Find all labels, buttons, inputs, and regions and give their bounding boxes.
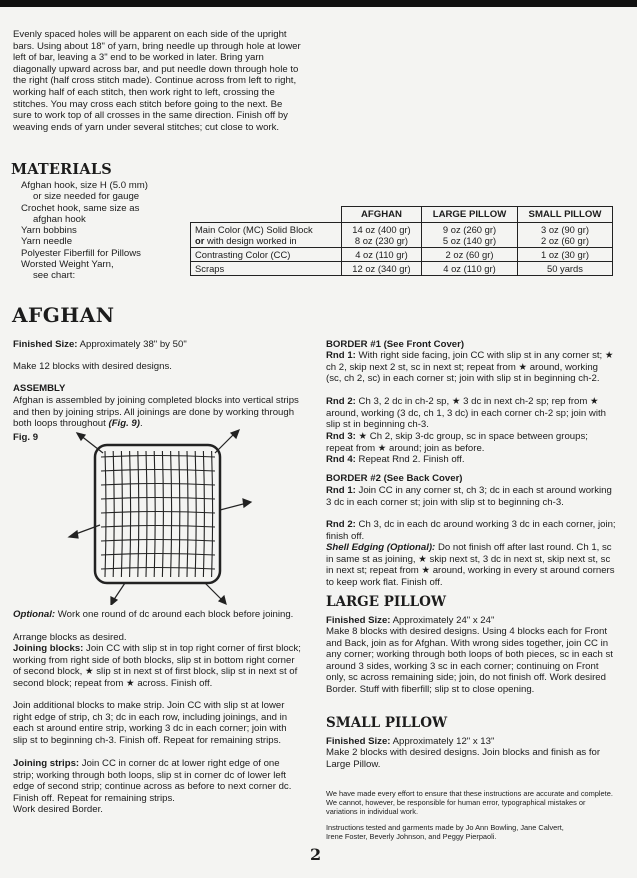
- stitch-rows: [101, 451, 215, 577]
- cell-main-afghan: [341, 223, 421, 248]
- stitch-column-line: [179, 451, 180, 577]
- cell-value: 3 oz (90 gr): [541, 224, 589, 235]
- rnd-text: Ch 3, dc in each dc around working 3 dc in each corner, join; finish off.: [326, 519, 616, 542]
- border1-rnd3: [326, 431, 616, 454]
- stitch-column-line: [212, 451, 213, 577]
- materials-item: afghan hook: [33, 213, 86, 225]
- cell-value: 5 oz (140 gr): [442, 235, 497, 246]
- credits: Instructions tested and garments made by Jo Ann Bowling, Jane Calvert, Irene Foster, Beverly Johnson, and Peggy Pierpaoli.: [326, 823, 564, 841]
- stitch-column-line: [121, 451, 122, 577]
- col-header-afghan: AFGHAN: [341, 207, 421, 223]
- col-header-large-pillow: LARGE PILLOW: [422, 207, 518, 223]
- stitch-column-line: [146, 451, 147, 577]
- stitch-row-line: [101, 526, 215, 528]
- afghan-title: AFGHAN: [12, 303, 115, 327]
- rnd-text: ★ Ch 2, skip 3-dc group, sc in space between groups; repeat from ★ around; join as before.: [326, 431, 588, 454]
- rnd-label: Rnd 1:: [326, 350, 356, 361]
- table-row: [191, 248, 613, 262]
- materials-item: Polyester Fiberfill for Pillows: [21, 247, 141, 259]
- materials-item: Worsted Weight Yarn,: [21, 259, 114, 271]
- joining-blocks-label: Joining blocks:: [13, 643, 84, 654]
- stitch-column-line: [187, 451, 188, 577]
- rnd-label: Rnd 2:: [326, 396, 356, 407]
- row-label-scraps: Scraps: [191, 262, 342, 276]
- border2-rnd2: [326, 519, 616, 542]
- cell-cc-afghan: 4 oz (110 gr): [341, 248, 421, 262]
- cell-main-small: [517, 223, 612, 248]
- yarn-table-corner: [191, 207, 342, 223]
- main-label-or: or: [195, 235, 205, 246]
- joining-strips-paragraph: [13, 758, 303, 804]
- materials-item: Yarn bobbins: [21, 225, 77, 237]
- rnd-text: Repeat Rnd 2. Finish off.: [358, 454, 465, 465]
- stitch-column-line: [138, 451, 139, 577]
- stitch-column-line: [195, 451, 196, 577]
- stitch-row-line: [101, 498, 215, 500]
- optional-paragraph: [13, 609, 303, 621]
- joining-strips-text: Join CC in corner dc at lower right edge of one strip; working through both loops, slip st in corner dc of lower left edge of second strip; continue across as before to next corner dc. Finish off. Repeat for remaining strips.: [13, 758, 292, 804]
- border2-heading: BORDER #2 (See Back Cover): [326, 473, 463, 484]
- disclaimer: We have made every effort to ensure that these instructions are accurate and complete. We cannot, however, be responsible for human error, typographical mistakes or variations in individual work.: [326, 789, 613, 816]
- shell-edging: [326, 542, 616, 588]
- joining-blocks-text: Join CC with slip st in top right corner of first block; working from right side of both blocks, slip st in bottom right corner of second block, ★ slip st in next st of first block, slip st in next st of second block; repeat from ★ across. Finish off.: [13, 643, 301, 689]
- finished-size-value: Approximately 38" by 50": [79, 339, 187, 350]
- cell-scraps-large: 4 oz (110 gr): [422, 262, 518, 276]
- rnd-text: With right side facing, join CC with slip st in any corner st; ★ ch 2, skip next 2 st, sc in next st; repeat from ★ around, working (sc, ch 2, sc) in each corner st; join with slip st in beginning ch-2.: [326, 350, 614, 385]
- materials-item: Crochet hook, same size as: [21, 202, 140, 214]
- stitch-row-line: [101, 540, 215, 542]
- large-pillow-finished: [326, 615, 616, 627]
- finished-size-label: Finished Size:: [13, 339, 78, 350]
- table-row: [191, 262, 613, 276]
- materials-item: Yarn needle: [21, 236, 73, 248]
- top-edge-bar: [0, 0, 637, 7]
- assembly-text: Afghan is assembled by joining completed blocks into vertical strips and then by joining strips. All joinings are done by working through both loops throughout: [13, 395, 299, 430]
- yarn-table-header-row: [191, 207, 613, 223]
- border1-rnd2: [326, 396, 616, 431]
- cell-cc-large: 2 oz (60 gr): [422, 248, 518, 262]
- rnd-label: Rnd 1:: [326, 485, 356, 496]
- stitch-row-line: [101, 512, 215, 514]
- joining-strips-label: Joining strips:: [13, 758, 80, 769]
- stitch-row-line: [101, 568, 215, 570]
- cell-main-large: [422, 223, 518, 248]
- assembly-heading: ASSEMBLY: [13, 383, 66, 394]
- materials-item: Afghan hook, size H (5.0 mm): [21, 180, 148, 191]
- cell-value: 2 oz (60 gr): [541, 235, 589, 246]
- materials-heading: MATERIALS: [11, 161, 112, 178]
- stitch-column-line: [113, 451, 114, 577]
- col-header-small-pillow: SMALL PILLOW: [517, 207, 612, 223]
- main-label-line1: Main Color (MC) Solid Block: [195, 224, 313, 235]
- stitch-column-line: [171, 451, 172, 577]
- cell-scraps-small: 50 yards: [517, 262, 612, 276]
- materials-item: or size needed for gauge: [33, 191, 140, 203]
- stitch-column-line: [203, 451, 204, 577]
- work-border-text: Work desired Border.: [13, 804, 103, 815]
- stitch-column-line: [130, 451, 131, 577]
- finished-size-label: Finished Size:: [326, 736, 391, 747]
- stitch-column-line: [154, 451, 155, 577]
- intro-paragraph: Evenly spaced holes will be apparent on each side of the upright bars. Using about 18" of yarn, bring needle up through hole at lower left of bar, leaving a 3" end to be worked in later. Bring yarn diagonally upward across bar, and put needle down through hole to the right (half cross stitch made). Continue across from left to right, working half of each stitch, then work right to left, crossing the stitches. You may cross each stitch before going to the next. Be sure to work top of all crosses in the same direction. Finish off by weaving ends of yarn under several stitches; cut close to work.: [13, 29, 301, 133]
- materials-item: see chart:: [33, 270, 76, 282]
- cell-value: 9 oz (260 gr): [442, 224, 497, 235]
- finished-size-label: Finished Size:: [326, 615, 391, 626]
- arrange-text: Arrange blocks as desired.: [13, 632, 127, 643]
- stitch-column-line: [105, 451, 106, 577]
- row-label-main-color: [191, 223, 342, 248]
- joining-blocks-paragraph: [13, 643, 303, 689]
- fig-label: Fig. 9: [13, 432, 39, 443]
- afghan-make-blocks: Make 12 blocks with desired designs.: [13, 361, 172, 372]
- cell-cc-small: 1 oz (30 gr): [517, 248, 612, 262]
- small-pillow-finished: [326, 736, 616, 748]
- optional-text: Work one round of dc around each block before joining.: [57, 609, 294, 620]
- afghan-finished-size: [13, 339, 303, 351]
- assembly-fig-ref: (Fig. 9): [108, 418, 140, 430]
- rnd-text: Join CC in any corner st, ch 3; dc in each st around working 3 dc in each corner st; join with slip st to beginning ch-3.: [326, 485, 612, 508]
- stitch-row-line: [101, 554, 215, 556]
- stitch-row-line: [101, 456, 215, 458]
- rnd-label: Rnd 3:: [326, 431, 356, 442]
- assembly-paragraph: Afghan is assembled by joining completed blocks into vertical strips and then by joining strips. All joinings are done by working through both loops throughout (Fig. 9).: [13, 395, 299, 430]
- border1-heading: BORDER #1 (See Front Cover): [326, 339, 465, 350]
- border1-rnd4: [326, 454, 616, 466]
- cell-value: 14 oz (400 gr): [352, 224, 411, 235]
- yarn-table: [190, 206, 613, 276]
- optional-label: Optional:: [13, 609, 56, 620]
- stitch-row-line: [101, 484, 215, 486]
- page-number: 2: [310, 845, 322, 864]
- row-label-contrasting: Contrasting Color (CC): [191, 248, 342, 262]
- materials-list: [21, 180, 181, 282]
- stitch-row-line: [101, 470, 215, 472]
- main-label-line2: with design worked in: [206, 235, 297, 246]
- rnd-label: Rnd 2:: [326, 519, 356, 530]
- border2-rnd1: [326, 485, 616, 508]
- finished-size-value: Approximately 24" x 24": [392, 615, 495, 626]
- fig-9-crochet-block-illustration: [55, 425, 260, 605]
- cell-value: 8 oz (230 gr): [354, 235, 409, 246]
- small-pillow-text: Make 2 blocks with desired designs. Join blocks and finish as for Large Pillow.: [326, 747, 601, 770]
- shell-edging-text: Do not finish off after last round. Ch 1, sc in same st as joining, ★ skip next st, 3 dc in next st, skip next st, sc in next st; repeat from ★ around, working in every st around corners to keep work flat. Finish off.: [326, 542, 615, 588]
- stitch-column-line: [162, 451, 163, 577]
- table-row: [191, 223, 613, 248]
- finished-size-value: Approximately 12" x 13": [392, 736, 495, 747]
- shell-edging-label: Shell Edging (Optional):: [326, 542, 436, 553]
- rnd-label: Rnd 4:: [326, 454, 356, 465]
- large-pillow-text: Make 8 blocks with desired designs. Using 4 blocks each for Front and Back, join as for Afghan. With wrong sides together, join CC in any corner; working through both loops of both pieces, sc in each st around 3 sides, working 3 sc in each corner; continuing on Front only, sc across remaining side; join, do not finish off. Work desired Border. Stuff with fiberfill; slip st to close opening.: [326, 626, 613, 695]
- cell-scraps-afghan: 12 oz (340 gr): [341, 262, 421, 276]
- small-pillow-heading: SMALL PILLOW: [326, 715, 448, 731]
- rnd-text: Ch 3, 2 dc in ch-2 sp, ★ 3 dc in next ch-2 sp; rep from ★ around, working (3 dc, ch 1, 3 dc) in each corner ch-2 sp; join with slip st in beginning ch-3.: [326, 396, 606, 431]
- large-pillow-heading: LARGE PILLOW: [326, 594, 447, 610]
- border1-rnd1: [326, 350, 616, 385]
- join-additional-text: Join additional blocks to make strip. Join CC with slip st at lower right edge of strip, ch 3; dc in each row, including joinings, and in each st around entire strip, working 3 dc in each corner; join with slip st to beginning ch-3. Finish off. Repeat for remaining strips.: [13, 700, 288, 746]
